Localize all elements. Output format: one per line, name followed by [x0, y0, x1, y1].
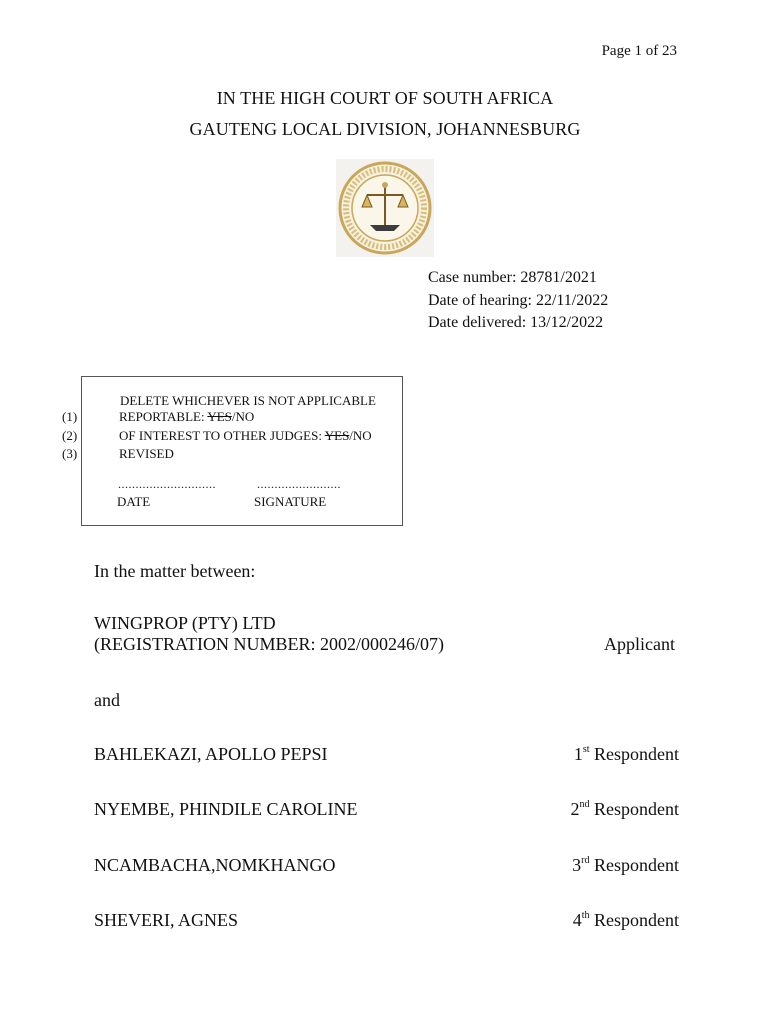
item-number: (3) — [62, 446, 78, 461]
respondent-2-role: 2nd Respondent — [570, 799, 679, 819]
reportable-item: REPORTABLE: YES/NO — [119, 409, 255, 424]
respondent-4-name: SHEVERI, AGNES — [94, 910, 239, 930]
respondent-1-name: BAHLEKAZI, APOLLO PEPSI — [94, 744, 328, 764]
date-line: ............................ — [118, 477, 216, 491]
and-text: and — [94, 690, 120, 710]
respondent-2-name: NYEMBE, PHINDILE CAROLINE — [94, 799, 358, 819]
applicant-name: WINGPROP (PTY) LTD — [94, 613, 276, 633]
signature-label: SIGNATURE — [254, 494, 327, 509]
respondent-4-role: 4th Respondent — [572, 910, 679, 930]
respondent-1-role: 1st Respondent — [573, 744, 679, 764]
applicant-registration: (REGISTRATION NUMBER: 2002/000246/07) — [94, 634, 444, 654]
court-division: GAUTENG LOCAL DIVISION, JOHANNESBURG — [189, 119, 581, 139]
item-number: (1) — [62, 409, 78, 424]
item-number: (2) — [62, 428, 78, 443]
judiciary-seal-icon — [336, 159, 434, 257]
revised-item: REVISED — [119, 446, 174, 461]
respondent-3-name: NCAMBACHA,NOMKHANGO — [94, 855, 336, 875]
matter-intro: In the matter between: — [94, 561, 256, 581]
page-number: Page 1 of 23 — [601, 43, 677, 59]
interest-item: OF INTEREST TO OTHER JUDGES: YES/NO — [119, 428, 372, 443]
applicant-role: Applicant — [604, 634, 675, 654]
court-name: IN THE HIGH COURT OF SOUTH AFRICA — [216, 88, 554, 108]
applicability-heading: DELETE WHICHEVER IS NOT APPLICABLE — [120, 393, 376, 408]
case-details — [428, 267, 608, 335]
date-label: DATE — [117, 494, 151, 509]
case-number: Case number: 28781/2021 — [428, 269, 597, 286]
date-delivered: Date delivered: 13/12/2022 — [428, 314, 604, 331]
date-of-hearing: Date of hearing: 22/11/2022 — [428, 291, 609, 309]
respondent-3-role: 3rd Respondent — [572, 855, 679, 875]
signature-line: ........................ — [257, 477, 341, 491]
